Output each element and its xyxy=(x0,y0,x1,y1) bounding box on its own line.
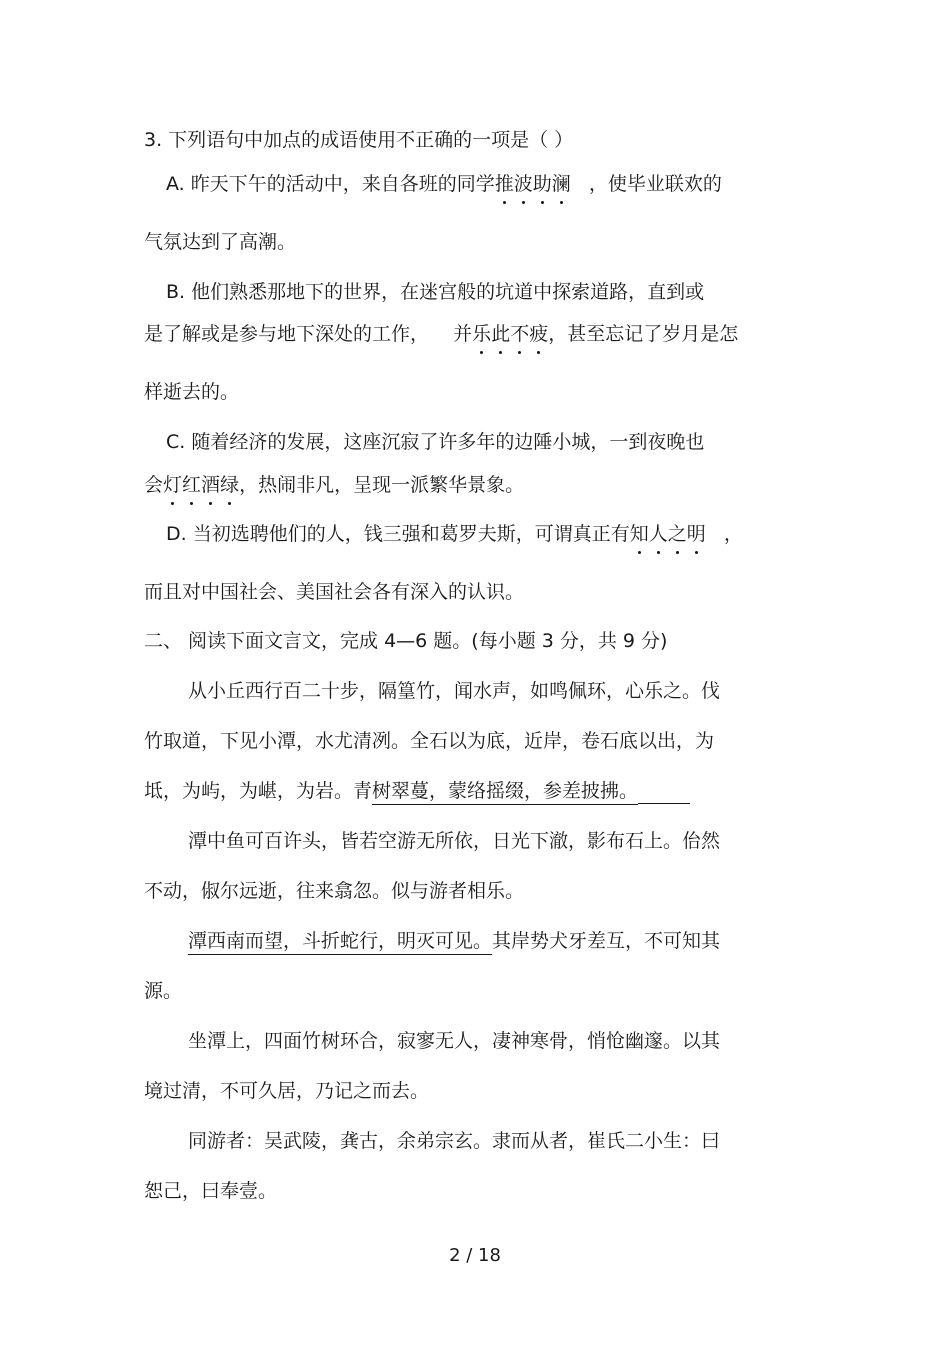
dotted-char: 疲 xyxy=(529,323,549,345)
passage-p2-line1: 潭中鱼可百许头，皆若空游无所依，日光下澈，影布石上。佁然 xyxy=(188,830,721,852)
passage-text: 其岸势犬牙差互，不可知其 xyxy=(492,930,721,952)
option-a-text: A. 昨天下午的活动中，来自各班的同学 xyxy=(166,173,495,195)
option-b-text: 是了解或是参与地下深处的工作， 并 xyxy=(144,323,473,345)
option-b-line1: B. 他们熟悉那地下的世界，在迷宫般的坑道中探索道路，直到或 xyxy=(166,281,705,303)
dotted-char: 波 xyxy=(513,173,533,195)
passage-p1-line3 xyxy=(144,779,690,804)
option-a-line1 xyxy=(166,172,722,196)
option-c-line1: C. 随着经济的发展，这座沉寂了许多年的边陲小城，一到夜晚也 xyxy=(166,431,705,453)
dotted-char: 之 xyxy=(667,523,687,545)
passage-p3-line2: 源。 xyxy=(144,980,183,1002)
option-d-line1 xyxy=(166,522,743,546)
dotted-char: 知 xyxy=(629,523,649,545)
underlined-sentence: 潭西南而望，斗折蛇行，明灭可见。 xyxy=(188,930,492,955)
option-a-text-end: ，使毕业联欢的 xyxy=(570,173,722,195)
dotted-char: 助 xyxy=(532,173,552,195)
passage-p3-line1 xyxy=(188,929,720,953)
option-c-text-end: ，热闹非凡，呈现一派繁华景象。 xyxy=(239,474,525,496)
passage-text: 坻，为屿，为嵁，为岩。青 xyxy=(144,780,373,802)
option-d-text: D. 当初选聘他们的人，钱三强和葛罗夫斯，可谓真正有 xyxy=(166,523,630,545)
dotted-char: 乐 xyxy=(472,323,492,345)
passage-p4-line2: 境过清，不可久居，乃记之而去。 xyxy=(144,1080,430,1102)
passage-p1-line2: 竹取道，下见小潭，水尤清冽。全石以为底，近岸，卷石底以出，为 xyxy=(144,730,715,752)
dotted-char: 推 xyxy=(494,173,514,195)
passage-p5-line1: 同游者：吴武陵，龚古，余弟宗玄。隶而从者，崔氏二小生：曰 xyxy=(188,1130,721,1152)
section-2-heading: 二、 阅读下面文言文，完成 4—6 题。(每小题 3 分，共 9 分) xyxy=(144,630,668,652)
underlined-sentence: 树翠蔓，蒙络摇缀，参差披拂。 xyxy=(372,780,638,805)
option-b-text-end: ，甚至忘记了岁月是怎 xyxy=(548,323,739,345)
option-b-line3: 样逝去的。 xyxy=(144,381,240,403)
dotted-char: 澜 xyxy=(551,173,571,195)
dotted-char: 此 xyxy=(491,323,511,345)
dotted-char: 酒 xyxy=(201,474,221,496)
passage-p4-line1: 坐潭上，四面竹树环合，寂寥无人，凄神寒骨，悄怆幽邃。以其 xyxy=(188,1030,721,1052)
page-number: 2 / 18 xyxy=(449,1245,501,1266)
option-a-line2: 气氛达到了高潮。 xyxy=(144,231,297,253)
dotted-char: 灯 xyxy=(163,474,183,496)
option-c-line2 xyxy=(144,473,524,497)
option-d-text-end: ， xyxy=(705,523,743,545)
dotted-char: 不 xyxy=(510,323,530,345)
passage-p1-line1: 从小丘西行百二十步，隔篁竹，闻水声，如鸣佩环，心乐之。伐 xyxy=(188,680,721,702)
option-b-line2 xyxy=(144,322,738,346)
dotted-char: 绿 xyxy=(220,474,240,496)
option-c-text: 会 xyxy=(144,474,164,496)
dotted-char: 红 xyxy=(182,474,202,496)
passage-p2-line2: 不动，俶尔远逝，往来翕忽。似与游者相乐。 xyxy=(144,880,525,902)
dotted-char: 明 xyxy=(686,523,706,545)
dotted-char: 人 xyxy=(648,523,668,545)
passage-p5-line2: 恕己，曰奉壹。 xyxy=(144,1180,278,1202)
underline-extension xyxy=(638,781,690,804)
option-d-line2: 而且对中国社会、美国社会各有深入的认识。 xyxy=(144,581,525,603)
question-3-stem: 3. 下列语句中加点的成语使用不正确的一项是（ ） xyxy=(144,129,574,151)
